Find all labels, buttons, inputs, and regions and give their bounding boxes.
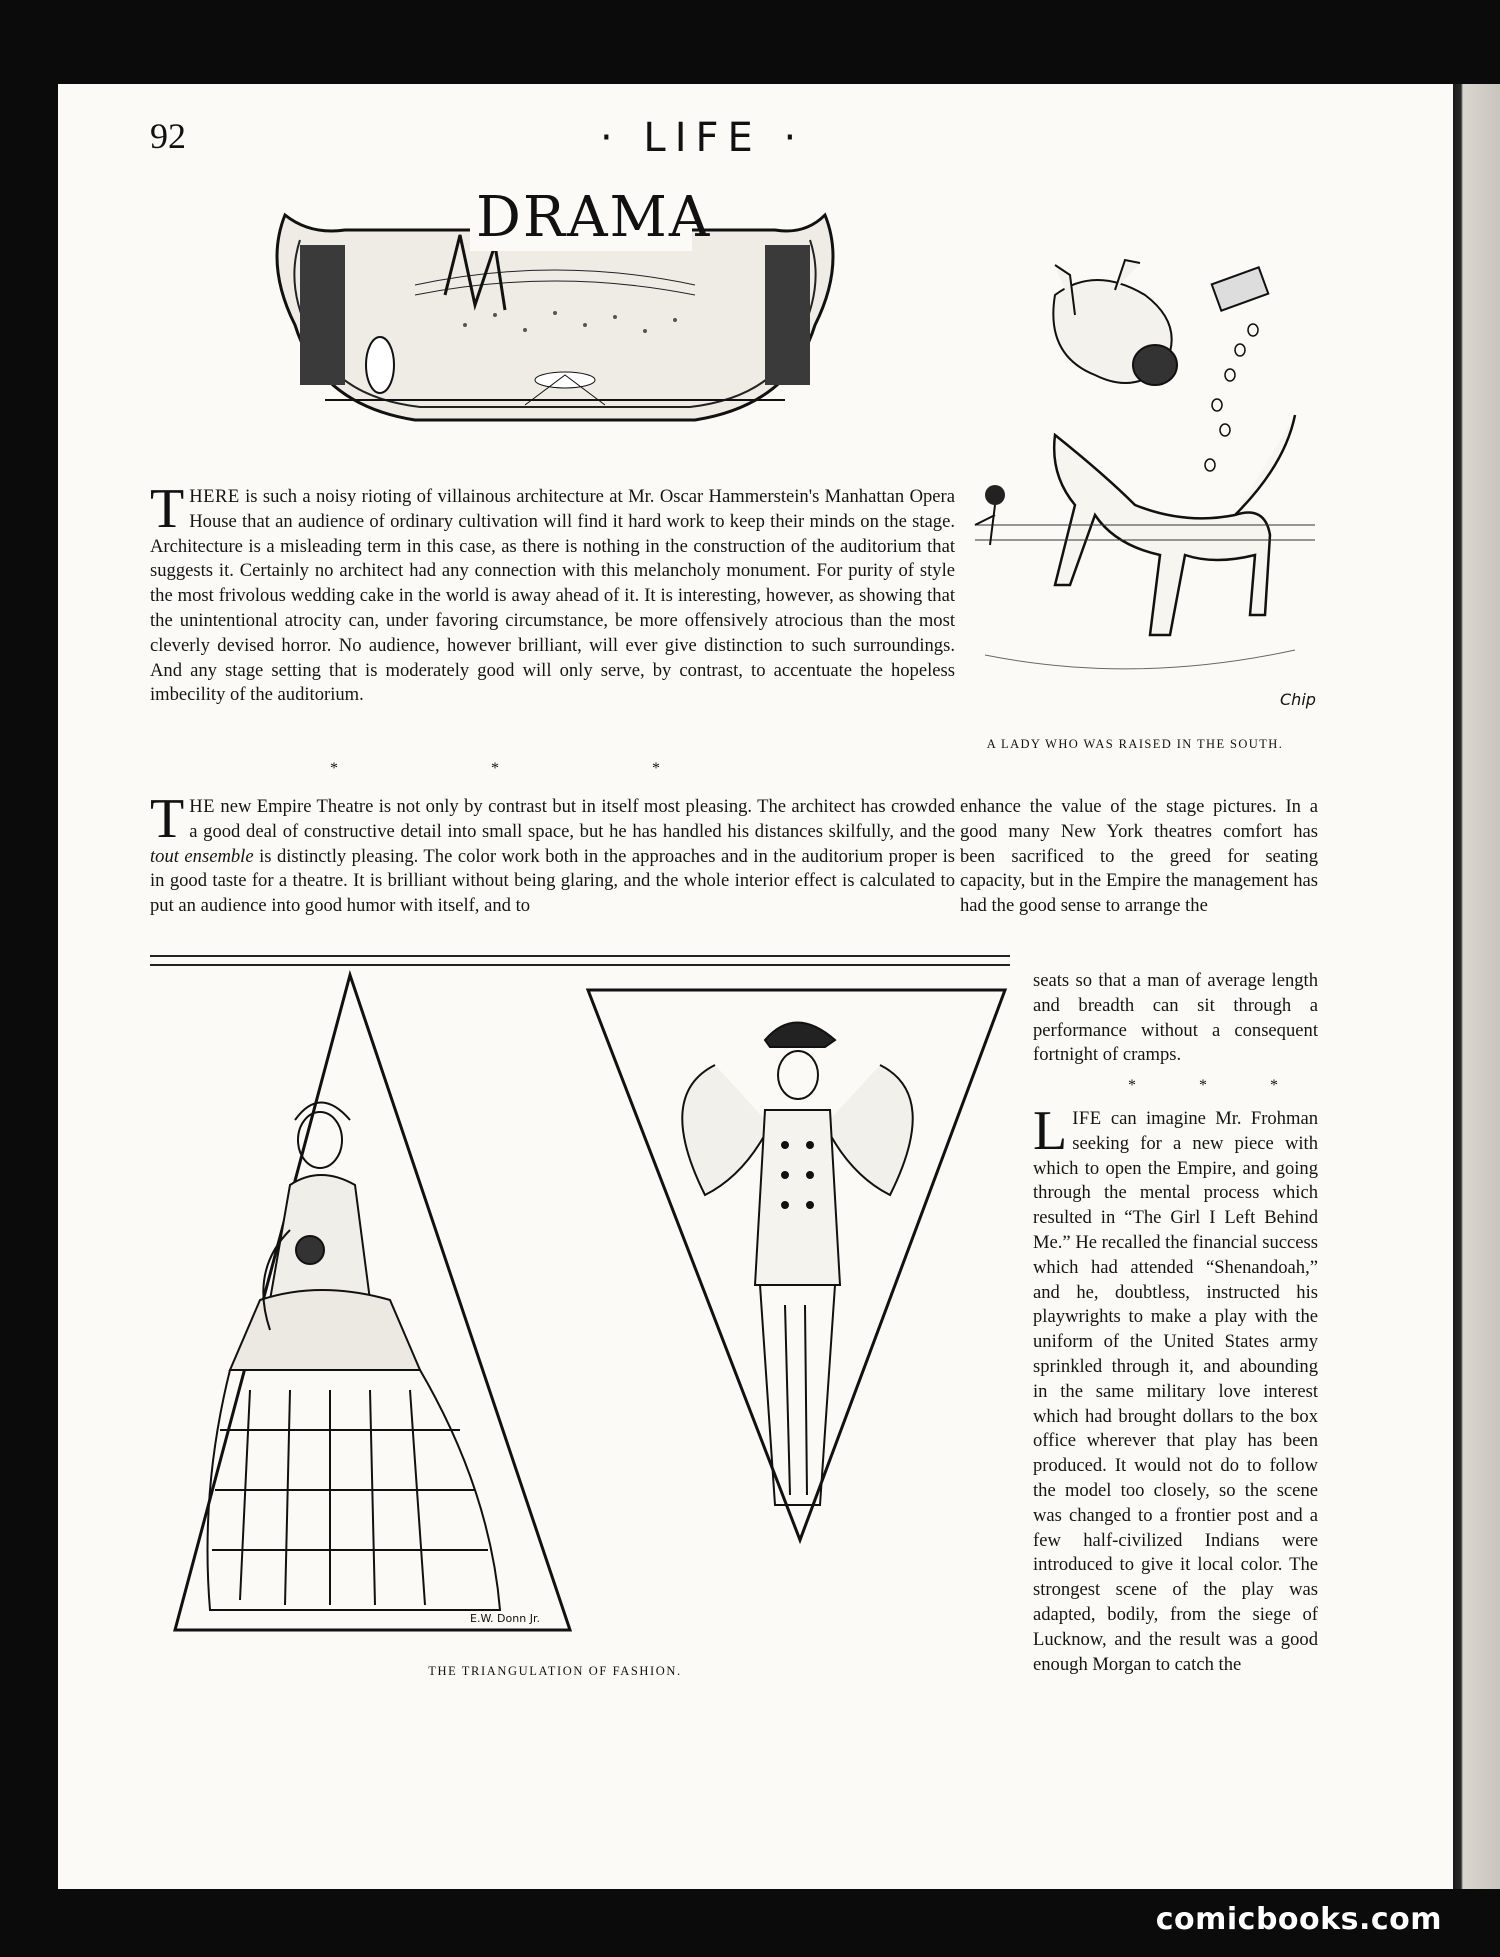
article-paragraph-1 <box>150 478 955 708</box>
separator-star: * <box>1128 1077 1136 1095</box>
cartoon-drawing <box>955 255 1315 720</box>
leg-of-mutton-lady-drawing <box>585 985 1010 1545</box>
fashion-triangle-left <box>170 970 575 1635</box>
paragraph-text: seats so that a man of average length and breadth can sit through a performance without a consequent fortnight of cramps. <box>1033 970 1318 1066</box>
paragraph-text: is such a noisy rioting of villainous architecture at Mr. Oscar Hammerstein's Manhattan Opera House that an audience of ordinary cultivation will find it hard work to keep their minds on the stage. Architecture is a misleading term in this case, as there is nothing in the construction of the auditorium that suggests it. Certainly no architect had any connection with this melancholy monument. For purity of style the most frivolous wedding cake in the world is away ahead of it. It is interesting, however, as showing that the unintentional atrocity can, under favoring circumstance, be more offensively atrocious than the most cleverly devised horror. No audience, however brilliant, will ever give distinction to such surroundings. And any stage setting that is moderately good will only serve, by contrast, to accentuate the hopeless imbecility of the auditorium. <box>150 486 955 706</box>
separator-star: * <box>652 760 660 777</box>
separator-star: * <box>491 760 499 777</box>
lead-word: IFE <box>1072 1107 1102 1129</box>
cartoon-caption: A LADY WHO WAS RAISED IN THE SOUTH. <box>986 737 1284 751</box>
lead-word: HERE <box>189 486 240 507</box>
paragraph-text: new Empire Theatre is not only by contrast but in itself most pleasing. The architect has crowded a good deal of constructive detail into small space, but he has handled his distances skilfully, and the <box>189 796 955 842</box>
section-separator <box>330 760 660 778</box>
lead-word: HE <box>189 796 216 817</box>
separator-star: * <box>1270 1077 1278 1095</box>
artist-signature: E.W. Donn Jr. <box>470 1612 540 1625</box>
facing-page-edge <box>1453 84 1500 1889</box>
bull-cartoon-illustration <box>955 255 1315 720</box>
section-separator <box>1128 1074 1278 1099</box>
site-watermark: comicbooks.com <box>1155 1902 1442 1937</box>
article-paragraph-2 <box>150 788 955 919</box>
fashion-caption: THE TRIANGULATION OF FASHION. <box>428 1664 682 1678</box>
crinoline-lady-drawing <box>170 970 575 1635</box>
dropcap: L <box>1033 1099 1068 1162</box>
paragraph-text: is distinctly pleasing. The color work both in the approaches and in the auditorium proper is in good taste for a theatre. It is brilliant without being glaring, and the whole interior effect is calculated to put an audience into good humor with itself, and to <box>150 845 955 917</box>
narrow-column-text <box>1033 969 1318 1677</box>
dropcap: T <box>150 788 185 850</box>
drama-title: DRAMA <box>470 185 692 251</box>
separator-star: * <box>330 760 338 777</box>
separator-star: * <box>1199 1077 1207 1095</box>
dropcap: T <box>150 478 185 540</box>
paragraph-text: enhance the value of the stage pictures. In a good many New York theatres comfort has been sacrificed to the greed for seating capacity, but in the Empire the management has had the good sense to arrange the <box>960 796 1318 917</box>
fashion-triangle-right <box>585 985 1010 1545</box>
paragraph-text: can imagine Mr. Frohman seeking for a new piece with which to open the Empire, and going through the mental process which resulted in “The Girl I Left Behind Me.” He recalled the financial success which had attended “Shenandoah,” and he, doubtless, instructed his playwrights to make a play with the uniform of the United States army sprinkled through it, and abounding in the same military love interest which had brought dollars to the box office wherever that play has been produced. It would not do to follow the model too closely, so the scene was changed to a frontier post and a few half-civilized Indians were introduced to give it local color. The strongest scene of the play was adapted, bodily, from the siege of Lucknow, and the result was a good enough Morgan to catch the <box>1033 1107 1318 1675</box>
masthead: · LIFE · <box>600 115 806 161</box>
italic-phrase: tout ensemble <box>150 845 254 867</box>
horizontal-double-rule <box>150 955 1010 966</box>
right-column-text <box>960 795 1318 919</box>
page-number: 92 <box>150 116 186 156</box>
cartoonist-signature: Chip <box>1280 690 1316 709</box>
